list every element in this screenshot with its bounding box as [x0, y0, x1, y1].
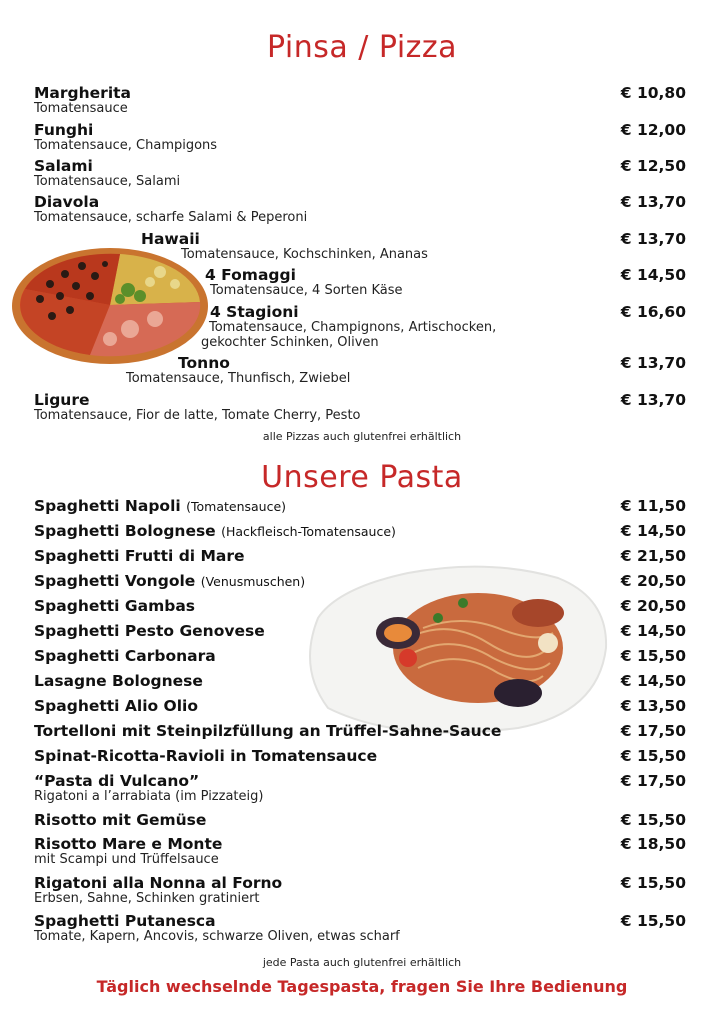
pizza-desc-hawaii: Tomatensauce, Kochschinken, Ananas	[181, 247, 428, 262]
pasta-price-frutti-di-mare: € 21,50	[620, 547, 686, 565]
pizza-desc-4-stagioni-line2: gekochter Schinken, Oliven	[201, 335, 379, 350]
pizza-desc-funghi: Tomatensauce, Champigons	[34, 138, 218, 153]
pizza-name-margherita: Margherita	[34, 84, 131, 102]
pasta-name-risotto-mare-monte: Risotto Mare e Monte	[34, 835, 223, 853]
pasta-desc-vulcano: Rigatoni a l’arrabiata (im Pizzateig)	[34, 789, 264, 804]
pasta-price-bolognese: € 14,50	[620, 522, 686, 540]
pasta-name-risotto-gemuese: Risotto mit Gemüse	[34, 811, 207, 829]
pizza-price-tonno: € 13,70	[620, 354, 686, 372]
pizza-name-diavola: Diavola	[34, 193, 100, 211]
pizza-name-hawaii: Hawaii	[141, 230, 200, 248]
pizza-name-4-stagioni: 4 Stagioni	[210, 303, 299, 321]
pizza-section-title: Pinsa / Pizza	[266, 30, 458, 65]
pizza-price-4-stagioni: € 16,60	[620, 303, 686, 321]
pizza-desc-margherita: Tomatensauce	[34, 101, 128, 116]
pizza-desc-tonno: Tomatensauce, Thunfisch, Zwiebel	[126, 371, 351, 386]
pasta-suffix-bolognese: (Hackfleisch-Tomatensauce)	[221, 524, 396, 539]
pizza-price-ligure: € 13,70	[620, 391, 686, 409]
pasta-price-gambas: € 20,50	[620, 597, 686, 615]
pasta-name-lasagne: Lasagne Bolognese	[34, 672, 203, 690]
pasta-name-gambas: Spaghetti Gambas	[34, 597, 196, 615]
pasta-name-vulcano: “Pasta di Vulcano”	[34, 772, 200, 790]
pasta-price-alio-olio: € 13,50	[620, 697, 686, 715]
pasta-price-napoli: € 11,50	[620, 497, 686, 515]
pizza-price-diavola: € 13,70	[620, 193, 686, 211]
pizza-desc-salami: Tomatensauce, Salami	[34, 174, 181, 189]
pasta-price-pesto-genovese: € 14,50	[620, 622, 686, 640]
pizza-price-salami: € 12,50	[620, 157, 686, 175]
pasta-price-rigatoni-nonna: € 15,50	[620, 874, 686, 892]
pasta-price-carbonara: € 15,50	[620, 647, 686, 665]
pasta-name-carbonara: Spaghetti Carbonara	[34, 647, 216, 665]
pasta-suffix-napoli: (Tomatensauce)	[186, 499, 287, 514]
pizza-desc-ligure: Tomatensauce, Fior de latte, Tomate Cherry, Pesto	[34, 408, 361, 423]
pasta-price-putanesca: € 15,50	[620, 912, 686, 930]
pasta-glutenfree-note: jede Pasta auch glutenfrei erhältlich	[262, 956, 462, 969]
pizza-name-4-fomaggi: 4 Fomaggi	[205, 266, 296, 284]
pizza-name-ligure: Ligure	[34, 391, 90, 409]
pasta-price-risotto-gemuese: € 15,50	[620, 811, 686, 829]
pizza-name-tonno: Tonno	[178, 354, 230, 372]
pasta-section-title: Unsere Pasta	[261, 460, 463, 495]
pizza-name-funghi: Funghi	[34, 121, 94, 139]
pizza-desc-diavola: Tomatensauce, scharfe Salami & Peperoni	[34, 210, 308, 225]
pasta-name-napoli: Spaghetti Napoli (Tomatensauce)	[34, 497, 287, 515]
pasta-name-tortelloni: Tortelloni mit Steinpilzfüllung an Trüffel-Sahne-Sauce	[34, 722, 502, 740]
pasta-name-ravioli: Spinat-Ricotta-Ravioli in Tomatensauce	[34, 747, 378, 765]
pizza-price-margherita: € 10,80	[620, 84, 686, 102]
pasta-image	[288, 558, 610, 734]
pizza-image	[10, 244, 210, 368]
pasta-suffix-vongole: (Venusmuschen)	[200, 574, 306, 589]
pasta-desc-rigatoni-nonna: Erbsen, Sahne, Schinken gratiniert	[34, 891, 260, 906]
pasta-name-rigatoni-nonna: Rigatoni alla Nonna al Forno	[34, 874, 283, 892]
pasta-name-bolognese: Spaghetti Bolognese (Hackfleisch-Tomatensauce)	[34, 522, 396, 540]
pizza-price-4-fomaggi: € 14,50	[620, 266, 686, 284]
pizza-desc-4-fomaggi: Tomatensauce, 4 Sorten Käse	[210, 283, 403, 298]
pizza-name-salami: Salami	[34, 157, 93, 175]
pasta-name-vongole: Spaghetti Vongole (Venusmuschen)	[34, 572, 306, 590]
pasta-name-pesto-genovese: Spaghetti Pesto Genovese	[34, 622, 265, 640]
pasta-desc-putanesca: Tomate, Kapern, Ancovis, schwarze Oliven, etwas scharf	[34, 929, 400, 944]
pasta-price-ravioli: € 15,50	[620, 747, 686, 765]
pizza-price-hawaii: € 13,70	[620, 230, 686, 248]
daily-pasta-tagline: Täglich wechselnde Tagespasta, fragen Sie Ihre Bedienung	[96, 977, 628, 996]
pasta-desc-risotto-mare-monte: mit Scampi und Trüffelsauce	[34, 852, 219, 867]
pizza-price-funghi: € 12,00	[620, 121, 686, 139]
pasta-name-putanesca: Spaghetti Putanesca	[34, 912, 216, 930]
pizza-glutenfree-note: alle Pizzas auch glutenfrei erhältlich	[262, 430, 462, 443]
pasta-name-alio-olio: Spaghetti Alio Olio	[34, 697, 199, 715]
pasta-price-risotto-mare-monte: € 18,50	[620, 835, 686, 853]
pasta-price-lasagne: € 14,50	[620, 672, 686, 690]
pasta-price-vulcano: € 17,50	[620, 772, 686, 790]
pasta-price-tortelloni: € 17,50	[620, 722, 686, 740]
pasta-name-frutti-di-mare: Spaghetti Frutti di Mare	[34, 547, 245, 565]
pizza-desc-4-stagioni: Tomatensauce, Champignons, Artischocken,	[209, 320, 497, 335]
pasta-price-vongole: € 20,50	[620, 572, 686, 590]
